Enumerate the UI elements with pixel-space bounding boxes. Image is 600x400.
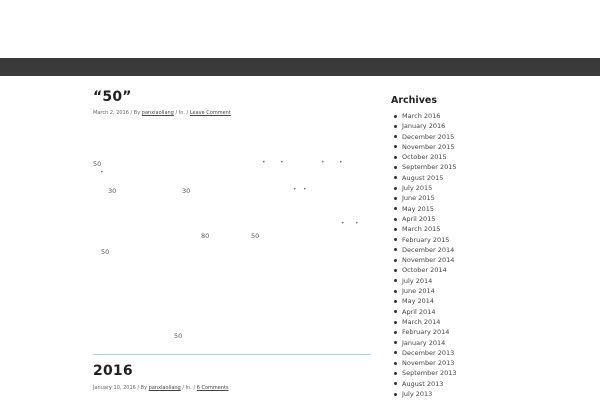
archive-link[interactable]: June 2014 [391, 286, 600, 296]
quote-mark: • [303, 186, 307, 193]
quote-mark: • [293, 186, 297, 193]
post-meta [93, 385, 229, 391]
post-date: March 2, 2016 [93, 110, 129, 116]
archive-link[interactable]: February 2014 [391, 327, 600, 337]
archive-link[interactable]: June 2015 [391, 193, 600, 203]
site-header [0, 0, 600, 58]
archive-link[interactable]: July 2013 [391, 389, 600, 399]
archive-link[interactable]: October 2014 [391, 265, 600, 275]
text-fragment: 50 [93, 160, 102, 168]
post-comments-link[interactable]: Leave Comment [189, 110, 231, 116]
main-content [93, 76, 373, 400]
archives-title: Archives [391, 95, 437, 106]
post-meta [93, 110, 231, 116]
archive-link[interactable]: July 2015 [391, 183, 600, 193]
post-author-link[interactable]: panxiaoliang [148, 385, 181, 391]
text-fragment: 30 [108, 187, 117, 195]
text-fragment: 50 [251, 232, 260, 240]
text-fragment: 50 [174, 332, 183, 340]
archive-link[interactable]: September 2013 [391, 368, 600, 378]
archive-link[interactable]: August 2013 [391, 379, 600, 389]
archive-link[interactable]: September 2015 [391, 162, 600, 172]
post-divider [93, 354, 371, 355]
archive-link[interactable]: April 2015 [391, 214, 600, 224]
post-author-link[interactable]: panxiaoliang [141, 110, 174, 116]
post-comments-link[interactable]: 6 Comments [196, 385, 229, 391]
archives-list [391, 111, 600, 399]
archive-link[interactable]: April 2014 [391, 307, 600, 317]
archive-link[interactable]: October 2015 [391, 152, 600, 162]
post-date: January 10, 2016 [93, 385, 136, 391]
archive-link[interactable]: November 2015 [391, 142, 600, 152]
archive-link[interactable]: November 2013 [391, 358, 600, 368]
archive-link[interactable]: January 2016 [391, 121, 600, 131]
archive-link[interactable]: July 2014 [391, 276, 600, 286]
archive-link[interactable]: February 2015 [391, 235, 600, 245]
quote-mark: • [280, 159, 284, 166]
post-category: / In. / [175, 110, 189, 116]
post-title[interactable]: 2016 [93, 363, 133, 379]
post-by-label: / By [130, 110, 141, 116]
post-by-label: / By [137, 385, 148, 391]
post-title[interactable]: “50” [93, 89, 132, 105]
quote-mark: • [341, 220, 345, 227]
archive-link[interactable]: December 2015 [391, 132, 600, 142]
post-category: / In. / [182, 385, 196, 391]
quote-mark: • [100, 169, 104, 176]
text-fragment: 50 [101, 248, 110, 256]
archive-link[interactable]: December 2014 [391, 245, 600, 255]
archive-link[interactable]: January 2014 [391, 338, 600, 348]
text-fragment: 30 [182, 187, 191, 195]
archive-link[interactable]: November 2014 [391, 255, 600, 265]
text-fragment: 80 [201, 232, 210, 240]
quote-mark: • [355, 220, 359, 227]
quote-mark: • [321, 159, 325, 166]
archive-link[interactable]: March 2014 [391, 317, 600, 327]
archive-link[interactable]: March 2015 [391, 224, 600, 234]
archive-link[interactable]: March 2016 [391, 111, 600, 121]
sidebar [391, 95, 600, 399]
archive-link[interactable]: December 2013 [391, 348, 600, 358]
navigation-bar [0, 58, 600, 76]
archive-link[interactable]: May 2014 [391, 296, 600, 306]
archive-link[interactable]: August 2015 [391, 173, 600, 183]
quote-mark: • [262, 159, 266, 166]
quote-mark: • [339, 159, 343, 166]
archive-link[interactable]: May 2015 [391, 204, 600, 214]
